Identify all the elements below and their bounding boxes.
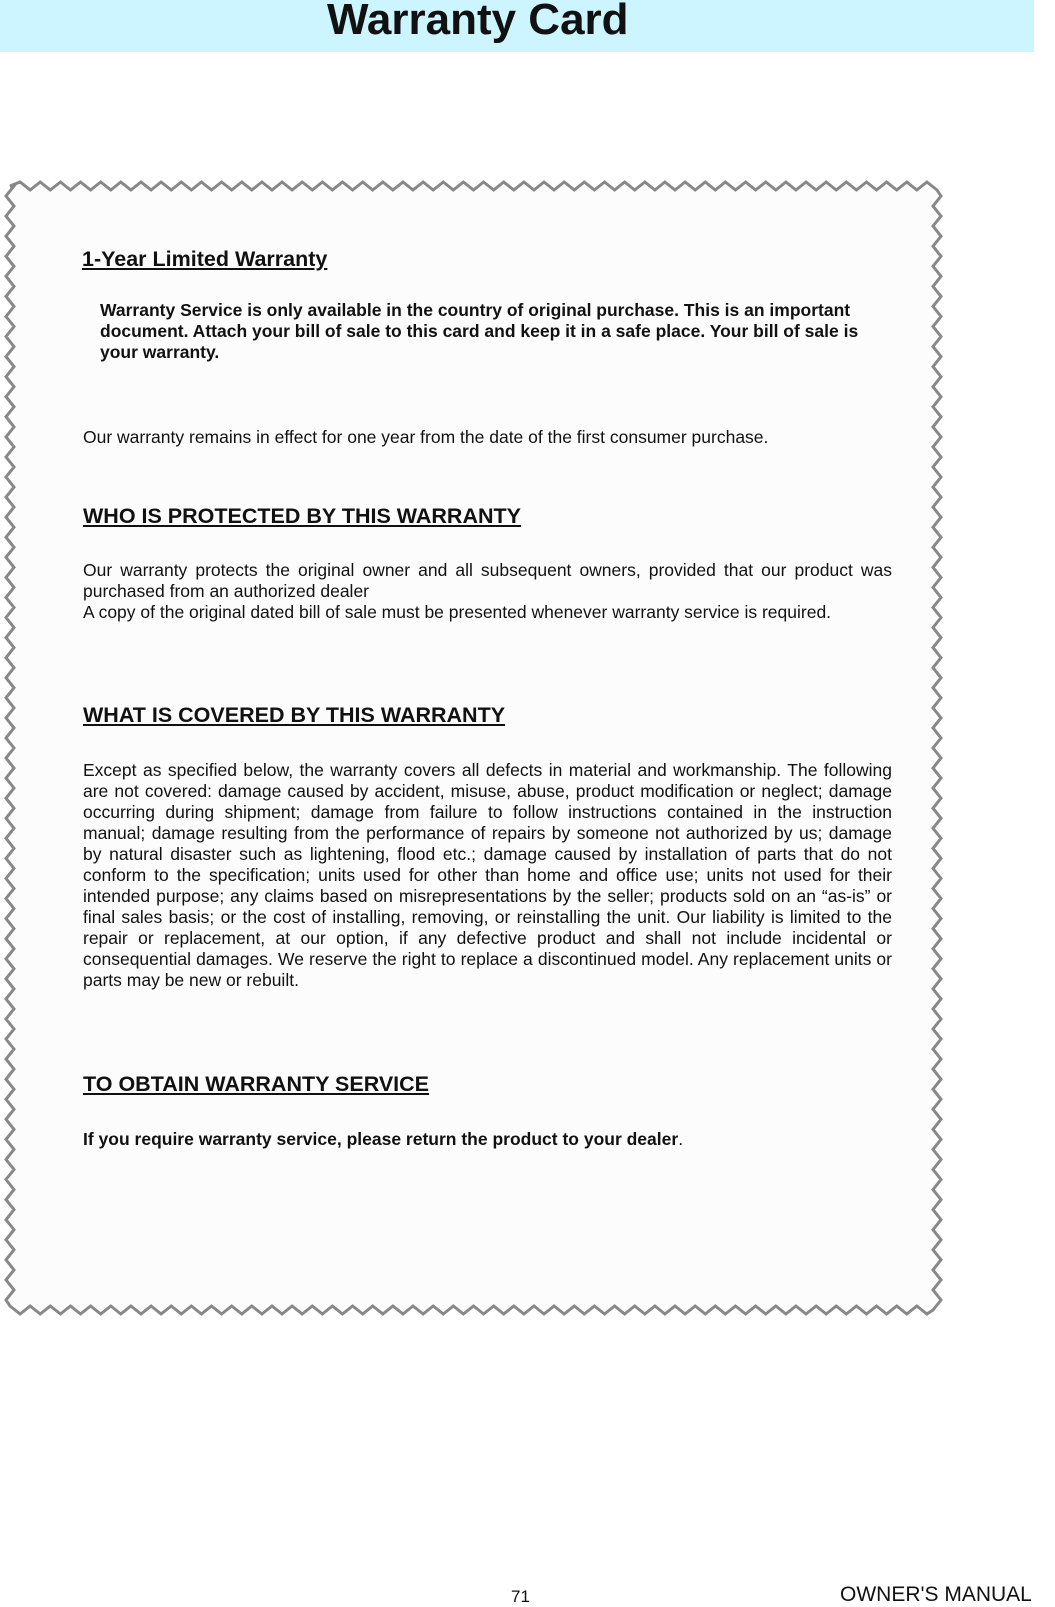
protected-paragraph-2: A copy of the original dated bill of sale must be presented whenever warranty service is required. — [83, 602, 832, 622]
page-title: Warranty Card — [327, 0, 629, 44]
page-number: 71 — [511, 1587, 530, 1606]
obtain-paragraph-text: If you require warranty service, please return the product to your dealer — [83, 1129, 679, 1149]
warranty-effect-text: Our warranty remains in effect for one year from the date of the first consumer purchase. — [83, 427, 769, 447]
protected-paragraph-1: Our warranty protects the original owner and all subsequent owners, provided that our product was purchased from an authorized dealer — [83, 560, 892, 601]
obtain-heading: TO OBTAIN WARRANTY SERVICE — [83, 1072, 430, 1096]
limited-warranty-heading: 1-Year Limited Warranty — [82, 247, 328, 271]
manual-label: OWNER'S MANUAL — [840, 1583, 1032, 1606]
warranty-notice: Warranty Service is only available in the country of original purchase. This is an important document. Attach your bill of sale to this card and keep it in a safe place. Your bill of sale is your warranty. — [100, 300, 859, 362]
covered-heading: WHAT IS COVERED BY THIS WARRANTY — [83, 703, 506, 727]
protected-heading: WHO IS PROTECTED BY THIS WARRANTY — [83, 504, 521, 528]
obtain-paragraph — [83, 1129, 892, 1150]
covered-paragraph: Except as specified below, the warranty covers all defects in material and workmanship. The following are not covered: damage caused by accident, misuse, abuse, product modification or neglect; damage occurring during shipment; damage from failure to follow instructions contained in the instruction manual; damage resulting from the performance of repairs by someone not authorized by us; damage by natural disaster such as lightening, flood etc.; damage caused by installation of parts that do not conform to the specification; units used for other than home and office use; units not used for their intended purpose; any claims based on misrepresentations by the seller; products sold on an “as-is” or final sales basis; or the cost of installing, removing, or reinstalling the unit. Our liability is limited to the repair or replacement, at our option, if any defective product and shall not include incidental or consequential damages. We reserve the right to replace a discontinued model. Any replacement units or parts may be new or rebuilt. — [83, 760, 892, 990]
obtain-paragraph-period: . — [678, 1129, 684, 1149]
